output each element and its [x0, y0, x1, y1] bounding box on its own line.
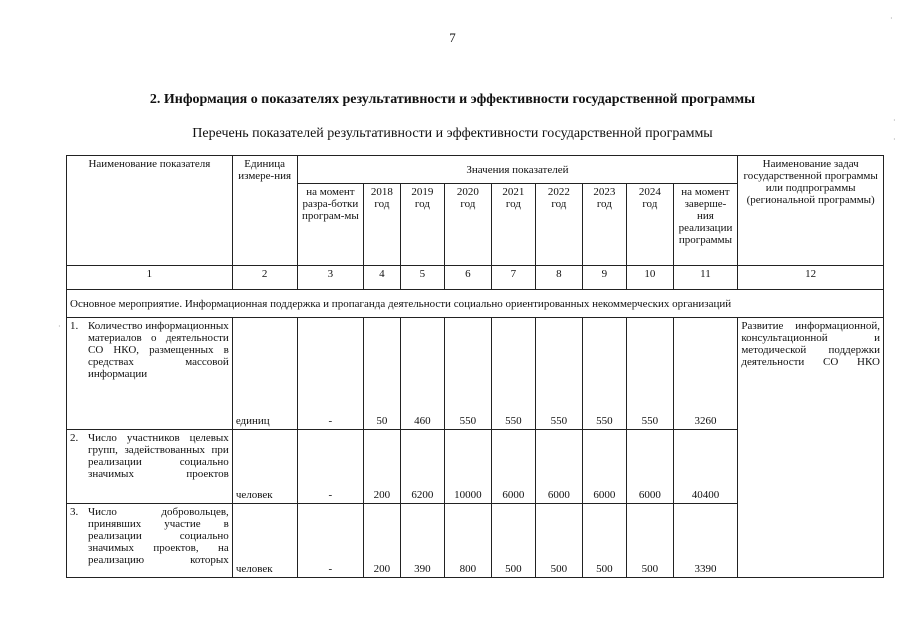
- column-number: 1: [67, 266, 233, 290]
- value-cell: 10000: [445, 430, 492, 504]
- value-cell: 3260: [673, 318, 738, 430]
- header-year-2023: 2023 год: [582, 184, 626, 266]
- value-cell: -: [297, 504, 364, 578]
- column-number: 8: [536, 266, 583, 290]
- value-cell: 390: [400, 504, 444, 578]
- section-heading: 2. Информация о показателях результативности и эффективности государственной программы: [149, 92, 756, 107]
- column-number: 3: [297, 266, 364, 290]
- value-cell: 6000: [491, 430, 535, 504]
- unit-cell: человек: [232, 504, 297, 578]
- value-cell: 200: [364, 504, 400, 578]
- header-indicator-name: Наименование показателя: [67, 156, 233, 266]
- header-at-start: на момент разра-ботки програм-мы: [297, 184, 364, 266]
- value-cell: -: [297, 430, 364, 504]
- indicator-name: Число добровольцев, принявших участие в реализации социально значимых проектов, на реализацию которых: [88, 506, 229, 566]
- value-cell: 40400: [673, 430, 738, 504]
- value-cell: 550: [582, 318, 626, 430]
- column-number: 7: [491, 266, 535, 290]
- section-title: Основное мероприятие. Информационная поддержка и пропаганда деятельности социально ориентированных некоммерческих организаций: [67, 290, 884, 318]
- header-year-2020: 2020 год: [445, 184, 492, 266]
- row-number: 2.: [70, 432, 79, 444]
- header-values-group: Значения показателей: [297, 156, 738, 184]
- header-year-2024: 2024 год: [627, 184, 674, 266]
- value-cell: 6200: [400, 430, 444, 504]
- header-at-end: на момент заверше-ния реализации программы: [673, 184, 738, 266]
- value-cell: 6000: [582, 430, 626, 504]
- scan-mark: ·: [893, 116, 896, 125]
- header-year-2018: 2018 год: [364, 184, 400, 266]
- column-number: 12: [738, 266, 884, 290]
- indicator-name: Число участников целевых групп, задействованных при реализации социально значимых проектов: [88, 432, 229, 480]
- table-row: [67, 318, 884, 430]
- column-number: 2: [232, 266, 297, 290]
- header-tasks: Наименование задач государственной программы или подпрограммы (региональной программы): [738, 156, 884, 266]
- column-number: 9: [582, 266, 626, 290]
- value-cell: 550: [491, 318, 535, 430]
- indicators-table: [66, 155, 884, 578]
- scan-mark: ·: [58, 322, 61, 331]
- table-caption: Перечень показателей результативности и эффективности государственной программы: [192, 126, 713, 141]
- value-cell: 3390: [673, 504, 738, 578]
- value-cell: 6000: [627, 430, 674, 504]
- indicator-cell: [67, 318, 233, 430]
- column-number: 10: [627, 266, 674, 290]
- scan-mark: ·: [893, 135, 896, 144]
- header-year-2021: 2021 год: [491, 184, 535, 266]
- value-cell: 550: [536, 318, 583, 430]
- value-cell: 460: [400, 318, 444, 430]
- indicator-cell: [67, 504, 233, 578]
- scan-mark: ·: [890, 14, 893, 23]
- indicator-name: Количество информационных материалов о деятельности СО НКО, размещенных в средствах массовой информации: [88, 320, 229, 380]
- header-unit: Единица измере-ния: [232, 156, 297, 266]
- value-cell: 6000: [536, 430, 583, 504]
- value-cell: 500: [627, 504, 674, 578]
- value-cell: 800: [445, 504, 492, 578]
- unit-cell: человек: [232, 430, 297, 504]
- column-number: 11: [673, 266, 738, 290]
- header-year-2022: 2022 год: [536, 184, 583, 266]
- value-cell: 550: [627, 318, 674, 430]
- page-number: 7: [449, 30, 456, 45]
- row-number: 1.: [70, 320, 79, 332]
- value-cell: 550: [445, 318, 492, 430]
- row-number: 3.: [70, 506, 79, 518]
- value-cell: -: [297, 318, 364, 430]
- value-cell: 500: [491, 504, 535, 578]
- column-number: 6: [445, 266, 492, 290]
- unit-cell: единиц: [232, 318, 297, 430]
- task-cell: Развитие информационной, консультационной и методической поддержки деятельности СО НКО: [738, 318, 884, 578]
- value-cell: 50: [364, 318, 400, 430]
- value-cell: 200: [364, 430, 400, 504]
- indicator-cell: [67, 430, 233, 504]
- header-year-2019: 2019 год: [400, 184, 444, 266]
- column-number: 4: [364, 266, 400, 290]
- column-number: 5: [400, 266, 444, 290]
- value-cell: 500: [582, 504, 626, 578]
- value-cell: 500: [536, 504, 583, 578]
